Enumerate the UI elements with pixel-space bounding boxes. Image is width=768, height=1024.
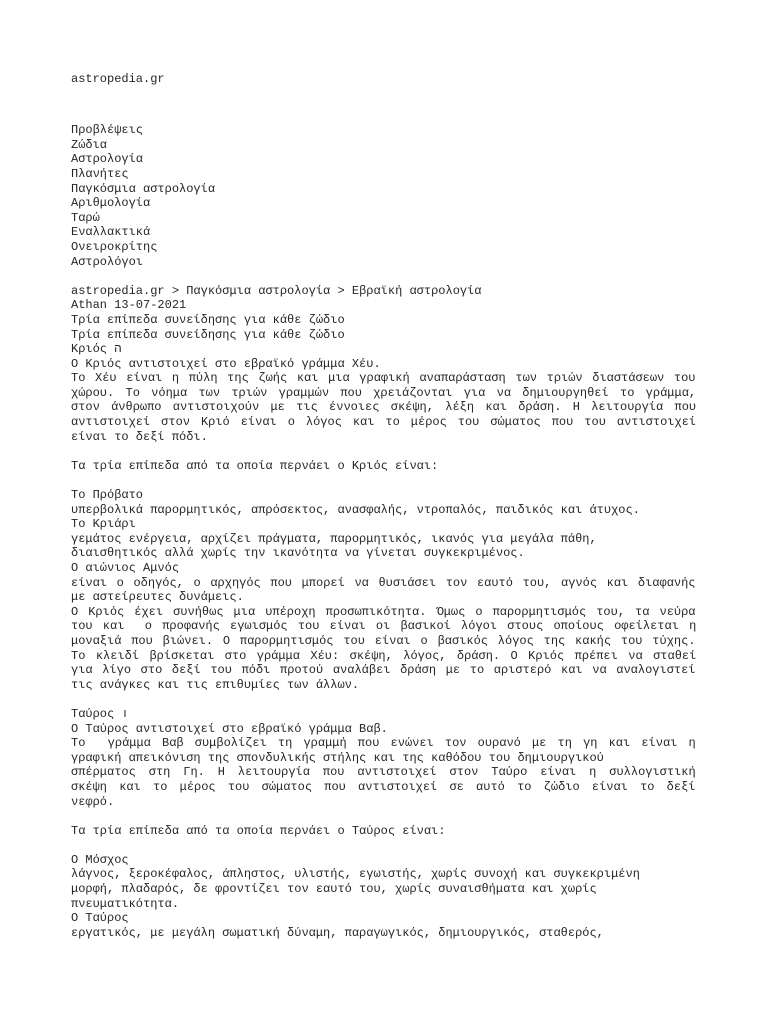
breadcrumb-separator: > xyxy=(171,283,180,298)
aries-body-line: Το Χέυ είναι η πύλη της ζωής και μια γραφική αναπαράσταση των τριών διαστάσεων του xyxy=(71,371,696,386)
aries-body-line: είναι το δεξί πόδι. xyxy=(71,429,208,444)
nav-item-alternative[interactable]: Εναλλακτικά xyxy=(71,225,151,240)
aries-closing-line: Το κλειδί βρίσκεται στο γράμμα Χέυ: σκέψη, λόγος, δράση. Ο Κριός πρέπει να σταθεί xyxy=(71,648,697,663)
aries-closing-line: μοναξιά που βιώνει. Ο παρορμητισμός του είναι ο βασικός λόγος της κακής του τύχης. xyxy=(71,633,696,648)
taurus-level1-text: πνευματικότητα. xyxy=(71,896,180,911)
aries-body-line: στον άνθρωπο αντιστοιχούν με τις έννοιες σκέψη, λέξη και δράση. Η λειτουργία που xyxy=(71,400,697,415)
taurus-intro: Ο Ταύρος αντιστοιχεί στο εβραϊκό γράμμα Βαβ. xyxy=(71,721,388,736)
taurus-level2-title: Ο Ταύρος xyxy=(71,911,129,926)
aries-body-line: χώρου. Το νόημα των τριών γραμμών που χρειάζονται για να δημιουργηθεί το γράμμα, xyxy=(71,385,697,400)
taurus-body-line: σπέρματος στη Γη. Η λειτουργία που αντιστοιχεί στον Ταύρο είναι η συλλογιστική xyxy=(71,765,696,780)
spacer xyxy=(71,444,696,459)
page-title-repeat: Τρία επίπεδα συνείδησης για κάθε ζώδιο xyxy=(71,327,345,342)
spacer xyxy=(71,87,696,109)
breadcrumb-separator: > xyxy=(337,283,345,298)
aries-level2-text: γεμάτος ενέργεια, αρχίζει πράγματα, παρορμητικός, ικανός για μεγάλα πάθη, xyxy=(71,531,597,546)
nav-item-tarot[interactable]: Ταρώ xyxy=(71,210,100,225)
spacer xyxy=(71,269,696,284)
taurus-body-line: Το γράμμα Βαβ συμβολίζει τη γραμμή που ενώνει τον ουρανό με τη γη και είναι η xyxy=(71,736,696,751)
page-title: Τρία επίπεδα συνείδησης για κάθε ζώδιο xyxy=(71,312,345,327)
spacer xyxy=(71,473,696,488)
nav-item-world-astrology[interactable]: Παγκόσμια αστρολογία xyxy=(71,181,216,196)
taurus-level1-text: μορφή, πλαδαρός, δε φροντίζει τον εαυτό του, χωρίς συναισθήματα και χωρίς xyxy=(71,882,597,897)
taurus-heading: Ταύρος ו xyxy=(71,706,129,721)
aries-body-line: αντιστοιχεί στον Κριό είναι ο λόγος και το μέρος του σώματος που του αντιστοιχεί xyxy=(71,415,697,430)
site-name[interactable]: astropedia.gr xyxy=(71,72,165,86)
aries-intro: Ο Κριός αντιστοιχεί στο εβραϊκό γράμμα Χέυ. xyxy=(71,356,381,371)
aries-heading: Κριός ה xyxy=(71,342,122,357)
aries-levels-intro: Τα τρία επίπεδα από τα οποία περνάει ο Κριός είναι: xyxy=(71,458,439,473)
nav-item-astrologers[interactable]: Αστρολόγοι xyxy=(71,254,144,269)
breadcrumb-world-astrology[interactable]: Παγκόσμια αστρολογία xyxy=(186,283,331,298)
aries-body xyxy=(71,371,696,444)
author-date: Athan 13-07-2021 xyxy=(71,298,187,313)
taurus-levels-intro: Τα τρία επίπεδα από τα οποία περνάει ο Ταύρος είναι: xyxy=(71,823,446,838)
spacer xyxy=(71,809,696,824)
nav-item-predictions[interactable]: Προβλέψεις xyxy=(71,123,144,138)
aries-closing-line: για λίγο στο δεξί του πόδι προτού αναλάβει δράση με το αριστερό και να αναλογιστεί xyxy=(71,663,696,678)
breadcrumb xyxy=(71,284,696,299)
main-nav xyxy=(71,123,696,269)
breadcrumb-hebrew-astrology[interactable]: Εβραϊκή αστρολογία xyxy=(351,283,482,298)
nav-item-zodiac[interactable]: Ζώδια xyxy=(71,137,108,152)
spacer xyxy=(71,692,696,707)
taurus-body-line: γραφική απεικόνιση της σπονδυλικής στήλης και της καθόδου του δημιουργικού xyxy=(71,750,604,765)
aries-level3-title: Ο αιώνιος Αμνός xyxy=(71,561,180,575)
taurus-level1-text: λάγνος, ξεροκέφαλος, άπληστος, υλιστής, εγωιστής, χωρίς συνοχή και συγκεκριμένη xyxy=(71,867,640,882)
spacer xyxy=(71,838,696,853)
spacer xyxy=(71,109,696,124)
nav-item-numerology[interactable]: Αριθμολογία xyxy=(71,196,151,211)
aries-level3-text: είναι ο οδηγός, ο αρχηγός που μπορεί να θυσιάσει τον εαυτό του, αγνός και διαφανής xyxy=(71,575,696,590)
nav-item-dream-interpreter[interactable]: Ονειροκρίτης xyxy=(71,239,158,254)
aries-level1-title: Το Πρόβατο xyxy=(71,488,144,503)
aries-closing-line: του και ο προφανής εγωισμός του είναι οι βασικοί λόγοι στους οποίους οφείλεται η xyxy=(71,619,697,634)
taurus-body-line: σκέψη και το μέρος του σώματος που αντιστοιχεί σε αυτό το ζώδιο είναι το δεξί xyxy=(71,779,696,794)
taurus-body-line: νεφρό. xyxy=(71,794,115,809)
aries-level3-text: με αστείρευτες δυνάμεις. xyxy=(71,590,244,605)
aries-section xyxy=(71,342,696,692)
taurus-level1-title: Ο Μόσχος xyxy=(71,852,129,867)
nav-item-astrology[interactable]: Αστρολογία xyxy=(71,152,144,167)
nav-item-planets[interactable]: Πλανήτες xyxy=(71,166,129,181)
aries-closing-line: τις ανάγκες και τις επιθυμίες των άλλων. xyxy=(71,677,360,692)
taurus-section xyxy=(71,707,696,941)
aries-level1-text: υπερβολικά παρορμητικός, απρόσεκτος, ανασφαλής, ντροπαλός, παιδικός και άτυχος. xyxy=(71,502,640,517)
aries-level2-text: διαισθητικός αλλά χωρίς την ικανότητα να γίνεται συγκεκριμένος. xyxy=(71,546,525,561)
aries-closing-line: Ο Κριός έχει συνήθως μια υπέροχη προσωπικότητα. Όμως ο παρορμητισμός του, τα νεύρα xyxy=(71,604,696,619)
taurus-level2-text: εργατικός, με μεγάλη σωματική δύναμη, παραγωγικός, δημιουργικός, σταθερός, xyxy=(71,925,604,940)
breadcrumb-home[interactable]: astropedia.gr xyxy=(71,283,165,298)
document-page xyxy=(71,72,696,940)
aries-level2-title: Το Κριάρι xyxy=(71,517,136,532)
taurus-body xyxy=(71,736,696,809)
